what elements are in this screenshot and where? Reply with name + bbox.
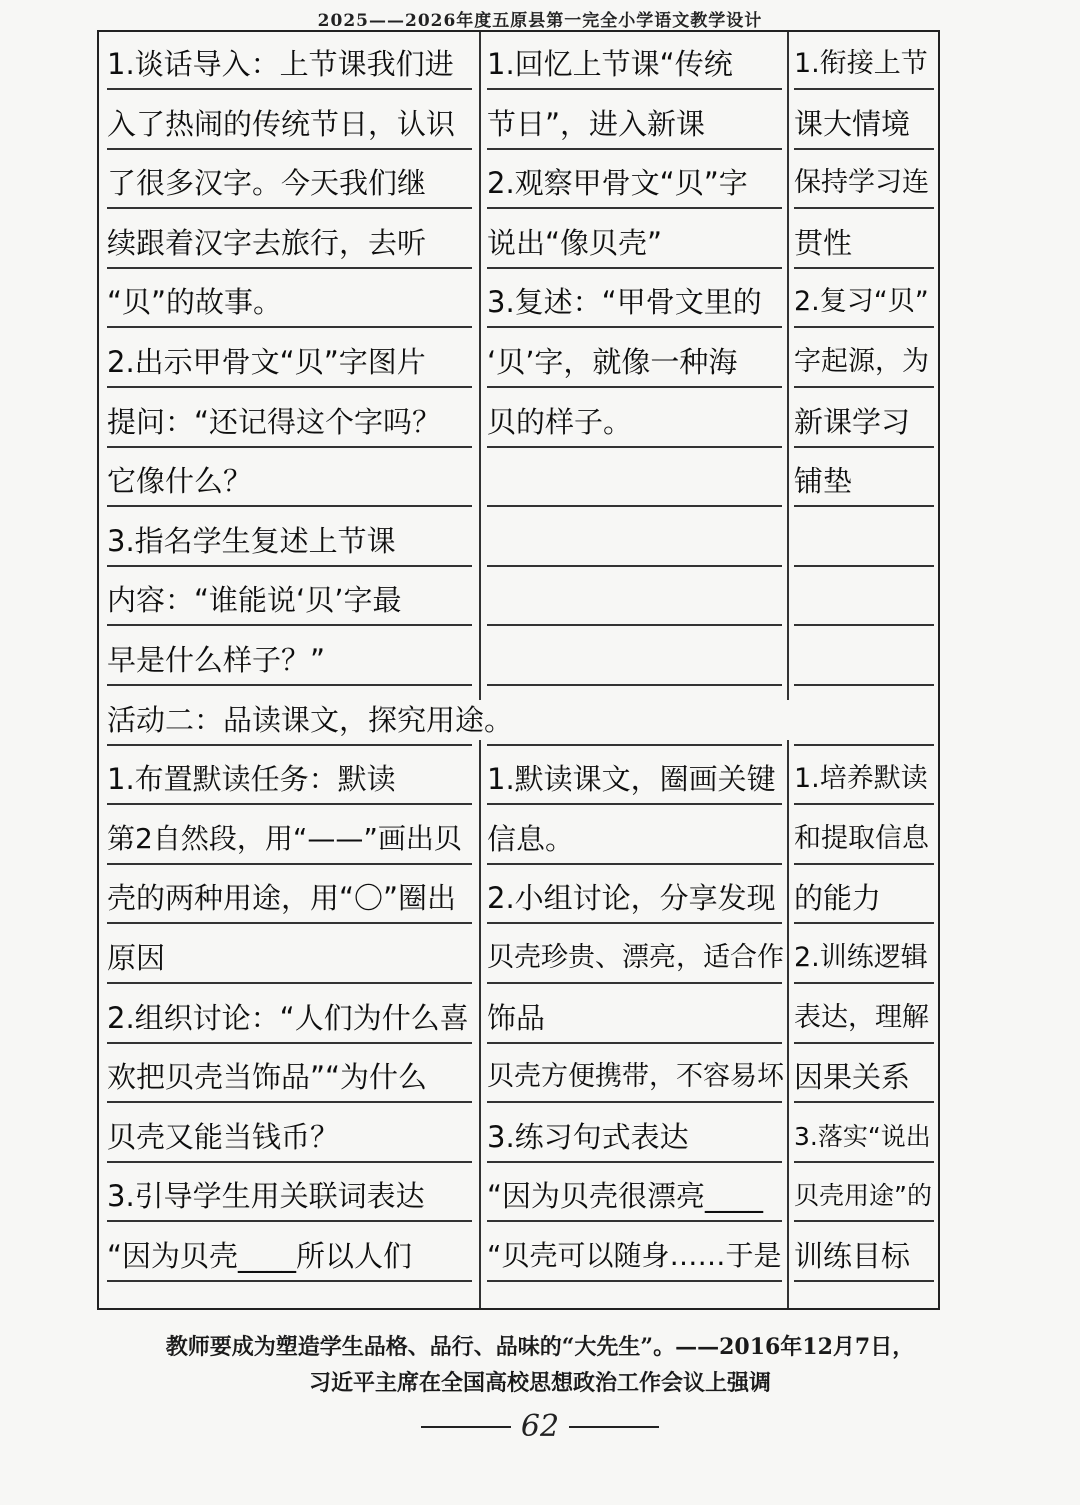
table-cell-col3: 1.培养默读 — [794, 763, 928, 795]
ruled-line — [107, 744, 472, 746]
ruled-line — [107, 505, 472, 507]
ruled-line — [107, 148, 472, 150]
ruled-line — [487, 446, 782, 448]
table-cell-col3: 铺垫 — [794, 464, 853, 499]
table-cell-col1: 1.谈话导入：上节课我们进 — [107, 47, 454, 81]
table-cell-col1: 原因 — [107, 941, 166, 975]
ruled-line — [487, 684, 782, 686]
ruled-line — [794, 267, 934, 269]
ruled-line — [487, 207, 782, 209]
ruled-line — [107, 1280, 472, 1282]
table-cell-col1: 欢把贝壳当饰品”“为什么 — [107, 1060, 428, 1095]
table-cell-col3: 保持学习连 — [794, 167, 929, 199]
table-cell-col3: 课大情境 — [794, 106, 911, 141]
table-cell-col3: 训练目标 — [794, 1239, 911, 1273]
table-cell-col1: 1.布置默读任务：默读 — [107, 762, 396, 797]
ruled-line — [794, 88, 934, 90]
footer-quote-line-1: 教师要成为塑造学生品格、品行、品味的“大先生”。——2016年12月7日， — [165, 1334, 915, 1360]
table-cell-col3: 新课学习 — [794, 404, 911, 439]
table-cell-col2: 贝壳珍贵、漂亮，适合作 — [487, 942, 784, 973]
ruled-line — [487, 1280, 782, 1282]
ruled-line — [794, 446, 934, 448]
table-cell-col3: 贝壳用途”的 — [794, 1181, 932, 1211]
ruled-line — [794, 684, 934, 686]
table-cell-col3 — [794, 521, 932, 561]
ruled-line — [794, 863, 934, 865]
table-cell-col2: “因为贝壳很漂亮____ — [487, 1179, 764, 1214]
ruled-line — [487, 88, 782, 90]
ruled-line — [107, 1042, 472, 1044]
table-cell-col1: 续跟着汉字去旅行，去听 — [107, 225, 427, 260]
table-cell-col2: 贝的样子。 — [487, 404, 633, 439]
activity-heading: 活动二：品读课文，探究用途。 — [107, 700, 927, 740]
ruled-line — [487, 922, 782, 924]
page-number-dash-left — [421, 1426, 511, 1428]
ruled-line — [107, 267, 472, 269]
table-cell-col1: 壳的两种用途，用“〇”圈出 — [107, 881, 457, 916]
ruled-line — [794, 505, 934, 507]
ruled-line — [107, 922, 472, 924]
table-cell-col2 — [487, 580, 787, 620]
ruled-line — [794, 326, 934, 328]
ruled-line — [794, 148, 934, 150]
ruled-line — [794, 1280, 934, 1282]
table-cell-col1: 早是什么样子？” — [107, 643, 326, 677]
ruled-line — [487, 148, 782, 150]
table-cell-col3: 和提取信息 — [794, 822, 929, 854]
ruled-line — [107, 446, 472, 448]
table-cell-col3: 1.衔接上节 — [794, 48, 928, 79]
ruled-line — [487, 326, 782, 328]
table-cell-col3: 表达，理解 — [794, 1001, 929, 1033]
table-cell-col2: 节日”，进入新课 — [487, 106, 706, 141]
ruled-line — [794, 803, 934, 805]
table-cell-col2: 1.回忆上节课“传统 — [487, 47, 733, 81]
lesson-design-table — [97, 30, 940, 1310]
table-cell-col3 — [794, 640, 932, 680]
page-header: 2025——2026年度五原县第一完全小学语文教学设计 — [317, 11, 763, 31]
ruled-line — [107, 565, 472, 567]
ruled-line — [487, 505, 782, 507]
ruled-line — [487, 1101, 782, 1103]
ruled-line — [794, 1161, 934, 1163]
ruled-line — [487, 624, 782, 626]
column-divider-2 — [787, 32, 789, 1308]
page-number-dash-right — [569, 1426, 659, 1428]
ruled-line — [487, 803, 782, 805]
ruled-line — [107, 803, 472, 805]
page-number-block — [0, 1409, 1080, 1444]
ruled-line — [107, 684, 472, 686]
ruled-line — [794, 1042, 934, 1044]
ruled-line — [107, 982, 472, 984]
table-cell-col1: 贝壳又能当钱币？ — [107, 1119, 340, 1154]
ruled-line — [107, 1220, 472, 1222]
table-cell-col2 — [487, 640, 787, 680]
ruled-line — [107, 1101, 472, 1103]
table-cell-col2: “贝壳可以随身……于是 — [487, 1239, 782, 1272]
ruled-line — [107, 386, 472, 388]
table-cell-col3: 2.训练逻辑 — [794, 942, 928, 973]
footer-quote-line-2: 习近平主席在全国高校思想政治工作会议上强调 — [308, 1370, 771, 1396]
ruled-line — [487, 1220, 782, 1222]
table-cell-col1: 提问：“还记得这个字吗？ — [107, 404, 442, 439]
table-cell-col3: 的能力 — [794, 881, 882, 916]
page-number: 62 — [520, 1409, 560, 1444]
ruled-line — [487, 565, 782, 567]
table-cell-col1: 它像什么？ — [107, 464, 253, 499]
table-cell-col3: 贯性 — [794, 225, 853, 260]
ruled-line — [107, 207, 472, 209]
table-cell-col1: “因为贝壳____所以人们 — [107, 1239, 413, 1273]
table-cell-col2: 3.复述：“甲骨文里的 — [487, 285, 762, 320]
ruled-line — [107, 1161, 472, 1163]
ruled-line — [794, 744, 934, 746]
ruled-line — [794, 1101, 934, 1103]
ruled-line — [107, 863, 472, 865]
table-cell-col2: 贝壳方便携带，不容易坏 — [487, 1061, 784, 1093]
table-cell-col3 — [794, 580, 932, 620]
ruled-line — [487, 386, 782, 388]
table-cell-col2: 1.默读课文，圈画关键 — [487, 762, 776, 797]
ruled-line — [794, 624, 934, 626]
table-cell-col2: 饰品 — [487, 1000, 546, 1035]
ruled-line — [487, 1161, 782, 1163]
table-cell-col1: 2.组织讨论：“人们为什么喜 — [107, 1000, 469, 1035]
ruled-line — [107, 624, 472, 626]
table-cell-col1: 了很多汉字。今天我们继 — [107, 166, 427, 201]
table-cell-col2: 说出“像贝壳” — [487, 225, 663, 260]
table-cell-col2: 2.观察甲骨文“贝”字 — [487, 166, 748, 201]
table-cell-col3: 2.复习“贝” — [794, 286, 929, 318]
ruled-line — [487, 267, 782, 269]
table-cell-col1: 入了热闹的传统节日，认识 — [107, 106, 456, 141]
table-cell-col3: 字起源，为 — [794, 346, 929, 377]
table-cell-col1: 内容：“谁能说‘贝’字最 — [107, 583, 402, 618]
table-cell-col2: 信息。 — [487, 821, 575, 856]
table-cell-col2 — [487, 461, 787, 501]
table-cell-col1: 3.引导学生用关联词表达 — [107, 1179, 425, 1214]
table-cell-col1: “贝”的故事。 — [107, 285, 283, 320]
table-cell-col1: 2.出示甲骨文“贝”字图片 — [107, 345, 426, 379]
table-cell-col1: 3.指名学生复述上节课 — [107, 523, 396, 558]
ruled-line — [794, 982, 934, 984]
ruled-line — [794, 386, 934, 388]
ruled-line — [487, 1042, 782, 1044]
ruled-line — [794, 207, 934, 209]
table-cell-col2 — [487, 521, 787, 561]
ruled-line — [107, 326, 472, 328]
ruled-line — [794, 565, 934, 567]
ruled-line — [794, 922, 934, 924]
table-cell-col2: ‘贝’字，就像一种海 — [487, 345, 738, 379]
table-cell-col1: 第2自然段，用“——”画出贝 — [107, 821, 462, 855]
ruled-line — [487, 863, 782, 865]
table-cell-col3: 因果关系 — [794, 1060, 911, 1095]
table-cell-col2: 3.练习句式表达 — [487, 1119, 689, 1154]
table-cell-col3: 3.落实“说出 — [794, 1121, 931, 1151]
ruled-line — [107, 88, 472, 90]
table-cell-col2: 2.小组讨论，分享发现 — [487, 881, 776, 916]
ruled-line — [487, 744, 782, 746]
ruled-line — [794, 1220, 934, 1222]
ruled-line — [487, 982, 782, 984]
column-divider-1 — [479, 32, 481, 1308]
